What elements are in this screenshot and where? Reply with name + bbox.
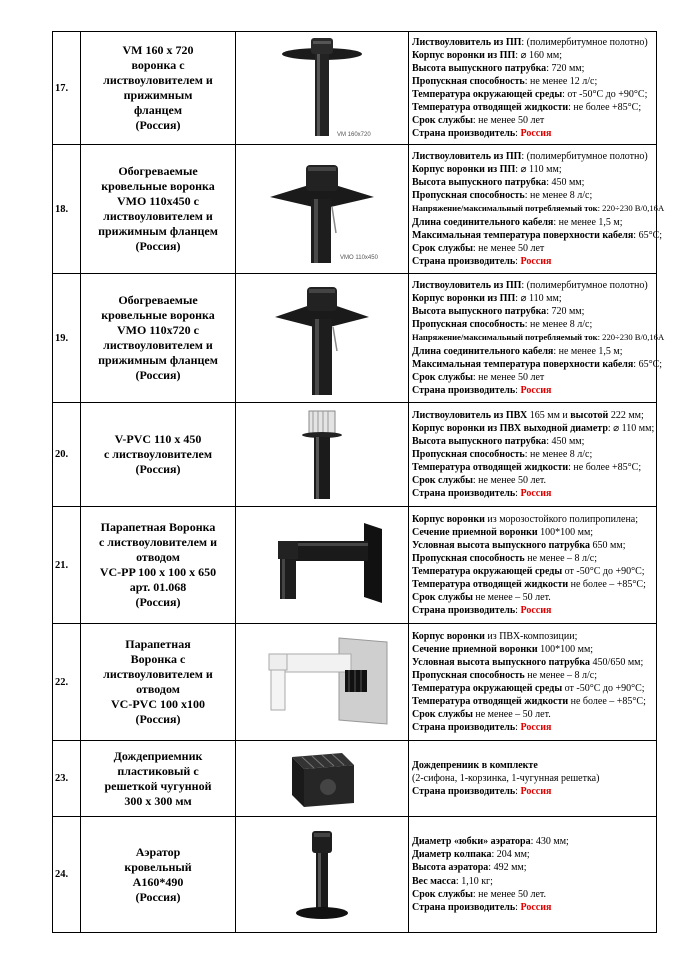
product-name [81, 624, 236, 741]
product-name-line: (Россия) [135, 889, 181, 904]
spec-value: : не менее 50 лет. [472, 475, 547, 487]
country-value: Россия [520, 786, 552, 798]
row-number: 17. [53, 32, 81, 145]
spec-key: Пропускная способность [412, 319, 525, 331]
spec-key: Диаметр «юбки» аэратора [412, 836, 531, 848]
spec-key: Срок службы [412, 115, 473, 127]
product-table [52, 31, 665, 933]
spec-value: : (полимербитумное полотно) [521, 36, 648, 48]
product-specs [409, 145, 665, 274]
spec-line [412, 114, 653, 127]
spec-value: : [515, 605, 521, 617]
spec-value: : не более +85°С; [568, 102, 642, 114]
product-row [53, 507, 657, 624]
product-row [53, 741, 657, 817]
spec-line [412, 487, 653, 500]
spec-value: 650 мм; [590, 539, 626, 551]
spec-value: не менее – 8 л/с; [524, 669, 597, 681]
spec-value: : ⌀ 110 мм; [607, 422, 655, 434]
spec-value: : ⌀ 160 мм; [515, 49, 562, 61]
spec-key: Корпус воронки из ПП [412, 293, 516, 305]
product-name-line: (Россия) [135, 462, 181, 476]
spec-key: Длина соединительного кабеля [412, 216, 554, 228]
country-value: Россия [520, 255, 552, 267]
spec-line [412, 255, 653, 268]
product-specs [409, 817, 657, 933]
spec-key: Вес масса [412, 875, 456, 887]
spec-key: Страна производитель [412, 786, 516, 798]
spec-line [412, 242, 653, 255]
product-name-line: Дождеприемник [113, 748, 203, 763]
pvc-funnel-image [236, 403, 409, 507]
spec-line [412, 708, 653, 721]
product-name-line: кровельные воронка [101, 179, 215, 193]
spec-line [412, 62, 653, 75]
parapet-funnel-white-image [236, 624, 409, 741]
spec-line [412, 630, 653, 643]
product-name-line: (Россия) [135, 239, 181, 253]
spec-value: : 720 мм; [546, 62, 585, 74]
spec-key: Листвоуловитель из ПВХ [412, 409, 528, 421]
product-name-line: VC-PVC 100 x100 [111, 697, 205, 711]
spec-line [412, 101, 653, 114]
spec-line [412, 759, 653, 772]
spec-key: Диаметр колпака [412, 849, 492, 861]
spec-line [412, 150, 653, 163]
spec-key: Страна производитель [412, 488, 516, 500]
product-name-line: кровельные воронка [101, 308, 215, 322]
spec-key: Страна производитель [412, 384, 516, 396]
product-name-line: VM 160 x 720 [122, 43, 194, 57]
spec-key: Напряжение/максимальный потребляемый ток [412, 332, 598, 343]
spec-value: 165 мм и [527, 409, 571, 421]
spec-line [412, 901, 653, 914]
spec-value: 100*100 мм; [537, 643, 594, 655]
product-name-line: Парапетная Воронка [100, 520, 216, 534]
row-number: 23. [53, 741, 81, 817]
spec-key: Листвоуловитель из ПП [412, 280, 522, 292]
spec-value: (2-сифона, 1-корзинка, 1-чугунная решетка) [412, 772, 600, 784]
parapet-funnel-black-image [236, 507, 409, 624]
product-name-line: решеткой чугунной [104, 778, 212, 793]
spec-value: от -50°С до +90°С; [562, 566, 645, 577]
spec-line [412, 318, 653, 331]
spec-line [412, 669, 653, 682]
spec-value: : 430 мм; [530, 836, 569, 848]
spec-key: Листвоуловитель из ПП [412, 151, 522, 163]
spec-key: Страна производитель [412, 605, 516, 617]
spec-line [412, 861, 653, 874]
spec-value: из морозостойкого полипропилена; [484, 513, 639, 525]
heated-roof-funnel-long-image [236, 274, 409, 403]
product-row [53, 817, 657, 933]
spec-line [412, 358, 663, 371]
spec-line [412, 604, 653, 617]
product-name-line: пластиковый с [117, 763, 199, 778]
spec-key: Температура окружающей среды [412, 89, 563, 100]
spec-value: от -50°С до +90°С; [562, 683, 645, 694]
spec-line [412, 202, 665, 215]
spec-value: : 65°С; [633, 358, 663, 370]
spec-value: : (полимербитумное полотно) [521, 280, 648, 292]
row-number: 18. [53, 145, 81, 274]
spec-line [412, 292, 653, 305]
spec-value: : не менее 8 л/с; [524, 190, 593, 202]
product-name-line: с листвоуловителем [103, 447, 213, 461]
roof-funnel-flange-image [236, 32, 409, 145]
image-caption: VMO 110x450 [340, 255, 378, 261]
spec-key: Высота выпускного патрубка [412, 306, 547, 318]
product-name-line: фланцем [133, 103, 183, 117]
rain-inlet-grate-image [236, 741, 409, 817]
spec-line [412, 127, 653, 140]
spec-key: Корпус воронки из ПП [412, 49, 516, 61]
spec-line [412, 888, 653, 901]
spec-value: : (полимербитумное полотно) [521, 151, 648, 163]
spec-key: Температура отводящей жидкости [412, 102, 569, 114]
spec-key: Срок службы [412, 709, 473, 721]
spec-key: Дождепрениик в комплекте [412, 759, 538, 771]
product-row [53, 274, 657, 403]
spec-key: Температура окружающей среды [412, 683, 563, 694]
spec-line [412, 88, 653, 101]
product-name-line: прижимным [123, 88, 193, 102]
spec-line [412, 578, 653, 591]
product-name-line: Аэратор [135, 844, 181, 859]
spec-value: : 450 мм; [546, 435, 585, 447]
spec-line [412, 384, 653, 397]
spec-value: : [515, 901, 521, 913]
country-value: Россия [520, 128, 552, 140]
spec-value: : не менее 1,5 м; [553, 345, 623, 357]
spec-value: : ⌀ 110 мм; [515, 293, 562, 305]
product-name-line: VMO 110x720 с [117, 323, 199, 337]
spec-value: : не менее 12 л/с; [524, 75, 598, 87]
spec-line [412, 36, 653, 49]
product-name-line: V-PVC 110 x 450 [114, 432, 202, 446]
spec-line [412, 785, 653, 798]
row-number: 21. [53, 507, 81, 624]
product-name-line: (Россия) [135, 595, 181, 609]
spec-line [412, 695, 653, 708]
spec-line [412, 643, 653, 656]
spec-value: : 65°С; [633, 229, 663, 241]
product-name-line: с листвоуловителем и [98, 535, 218, 549]
spec-key: Срок службы [412, 592, 473, 604]
spec-key: Высота выпускного патрубка [412, 177, 547, 189]
spec-line [412, 513, 653, 526]
spec-key: Срок службы [412, 888, 473, 900]
product-specs [409, 741, 657, 817]
spec-value: : 492 мм; [488, 862, 527, 874]
product-name-line: Парапетная [125, 637, 191, 651]
product-name-line: прижимным фланцем [98, 224, 218, 238]
spec-line [412, 772, 653, 785]
spec-key: Высота аэратора [412, 862, 489, 874]
product-name-line: листвоуловителем и [103, 667, 213, 681]
spec-value: : 220÷230 В/0,16А [597, 332, 665, 343]
product-row [53, 32, 657, 145]
spec-key: Пропускная способность [412, 669, 525, 681]
spec-value: : 204 мм; [491, 849, 530, 861]
spec-key: Температура отводящей жидкости [412, 579, 569, 591]
product-name [81, 817, 236, 933]
spec-value: : 1,10 кг; [455, 875, 493, 887]
product-name [81, 507, 236, 624]
row-number: 24. [53, 817, 81, 933]
country-value: Россия [520, 488, 552, 500]
spec-key: Максимальная температура поверхности кабеля [412, 358, 634, 370]
spec-key: Корпус воронки [412, 630, 485, 642]
product-name-line: отводом [136, 682, 180, 696]
spec-key: Корпус воронки [412, 513, 485, 525]
spec-value: не менее – 50 лет. [472, 709, 551, 721]
spec-line [412, 552, 653, 565]
spec-value: не более – +85°С; [568, 696, 646, 708]
spec-line [412, 345, 653, 358]
spec-key: Корпус воронки из ПВХ выходной диаметр [412, 422, 608, 434]
spec-value: : не менее 50 лет [472, 242, 545, 254]
spec-key: высотой [570, 409, 609, 421]
spec-value: не менее – 8 л/с; [524, 552, 597, 564]
spec-line [412, 848, 653, 861]
spec-value: : 720 мм; [546, 306, 585, 318]
product-specs [409, 32, 657, 145]
product-name-line: Обогреваемые [118, 164, 198, 178]
country-value: Россия [520, 722, 552, 734]
product-specs [409, 624, 657, 741]
product-name [81, 32, 236, 145]
spec-key: Пропускная способность [412, 552, 525, 564]
spec-value: 222 мм; [608, 409, 644, 421]
spec-key: Страна производитель [412, 255, 516, 267]
spec-key: Срок службы [412, 371, 473, 383]
row-number: 22. [53, 624, 81, 741]
country-value: Россия [520, 384, 552, 396]
product-specs [409, 403, 657, 507]
spec-value: : не менее 50 лет [472, 371, 545, 383]
spec-line [412, 461, 653, 474]
spec-key: Высота выпускного патрубка [412, 435, 547, 447]
product-name-line: отводом [136, 550, 180, 564]
product-name-line: листвоуловителем и [103, 338, 213, 352]
spec-key: Сечение приемной воронки [412, 643, 538, 655]
spec-value: : не менее 50 лет [472, 115, 545, 127]
spec-line [412, 682, 653, 695]
product-name [81, 741, 236, 817]
product-name-line: прижимным фланцем [98, 353, 218, 367]
spec-value: 100*100 мм; [537, 526, 594, 538]
spec-line [412, 526, 653, 539]
row-number: 19. [53, 274, 81, 403]
spec-line [412, 49, 653, 62]
spec-line [412, 591, 653, 604]
spec-key: Листвоуловитель из ПП [412, 36, 522, 48]
product-name-line: (Россия) [135, 118, 181, 132]
spec-key: Страна производитель [412, 901, 516, 913]
spec-line [412, 305, 653, 318]
product-row [53, 624, 657, 741]
spec-line [412, 279, 653, 292]
spec-value: : [515, 384, 521, 396]
spec-key: Температура отводящей жидкости [412, 696, 569, 708]
spec-value: : не менее 50 лет. [472, 888, 547, 900]
spec-value: : не более +85°С; [568, 462, 642, 474]
product-name-line: листвоуловителем и [103, 73, 213, 87]
spec-key: Сечение приемной воронки [412, 526, 538, 538]
product-name [81, 145, 236, 274]
spec-value: : не менее 8 л/с; [524, 319, 593, 331]
spec-line [412, 75, 653, 88]
product-name-line: кровельный [124, 859, 192, 874]
product-name-line: воронка с [131, 58, 185, 72]
spec-key: Пропускная способность [412, 448, 525, 460]
spec-value: не менее – 50 лет. [472, 592, 551, 604]
spec-key: Длина соединительного кабеля [412, 345, 554, 357]
spec-line [412, 835, 653, 848]
product-name-line: 300 x 300 мм [124, 793, 192, 808]
spec-line [412, 656, 653, 669]
spec-line [412, 448, 653, 461]
spec-line [412, 435, 653, 448]
spec-line [412, 875, 653, 888]
product-name-line: Обогреваемые [118, 293, 198, 307]
spec-line [412, 422, 653, 435]
spec-line [412, 409, 653, 422]
spec-line [412, 565, 653, 578]
spec-key: Температура отводящей жидкости [412, 462, 569, 474]
product-name-line: (Россия) [135, 712, 181, 726]
product-name-line: Воронка с [130, 652, 186, 666]
spec-key: Срок службы [412, 242, 473, 254]
spec-value: : от -50°С до +90°С; [562, 89, 648, 100]
country-value: Россия [520, 605, 552, 617]
spec-value: : не менее 1,5 м; [553, 216, 623, 228]
spec-key: Высота выпускного патрубка [412, 62, 547, 74]
product-name [81, 274, 236, 403]
product-name [81, 403, 236, 507]
spec-line [412, 163, 653, 176]
spec-value: не более – +85°С; [568, 579, 646, 591]
spec-key: Максимальная температура поверхности кабеля [412, 229, 634, 241]
spec-value: : 220÷230 В/0,16А [597, 203, 665, 214]
spec-value: : [515, 786, 521, 798]
spec-key: Пропускная способность [412, 190, 525, 202]
spec-line [412, 331, 665, 344]
spec-key: Срок службы [412, 475, 473, 487]
country-value: Россия [520, 901, 552, 913]
product-row [53, 145, 657, 274]
spec-key: Напряжение/максимальный потребляемый ток [412, 203, 598, 214]
image-caption: VM 160x720 [337, 132, 371, 138]
spec-key: Корпус воронки из ПП [412, 164, 516, 176]
spec-value: : 450 мм; [546, 177, 585, 189]
spec-value: из ПВХ-композиции; [484, 630, 578, 642]
product-name-line: арт. 01.068 [129, 580, 187, 594]
product-name-line: листвоуловителем и [103, 209, 213, 223]
spec-key: Страна производитель [412, 722, 516, 734]
spec-line [412, 539, 653, 552]
spec-line [412, 721, 653, 734]
spec-key: Условная высота выпускного патрубка [412, 656, 591, 668]
spec-line [412, 371, 653, 384]
heated-roof-funnel-image [236, 145, 409, 274]
spec-value: : не менее 8 л/с; [524, 448, 593, 460]
product-name-line: А160*490 [132, 874, 184, 889]
product-specs [409, 507, 657, 624]
product-name-line: (Россия) [135, 368, 181, 382]
spec-line [412, 176, 653, 189]
product-row [53, 403, 657, 507]
spec-value: 450/650 мм; [590, 656, 644, 668]
spec-line [412, 216, 653, 229]
row-number: 20. [53, 403, 81, 507]
spec-line [412, 229, 663, 242]
spec-value: : [515, 255, 521, 267]
spec-key: Температура окружающей среды [412, 566, 563, 577]
spec-key: Страна производитель [412, 128, 516, 140]
roof-aerator-image [236, 817, 409, 933]
product-name-line: VMO 110x450 с [117, 194, 199, 208]
spec-value: : ⌀ 110 мм; [515, 164, 562, 176]
spec-key: Пропускная способность [412, 75, 525, 87]
spec-line [412, 189, 653, 202]
product-specs [409, 274, 665, 403]
spec-line [412, 474, 653, 487]
product-name-line: VC-PP 100 x 100 x 650 [99, 565, 217, 579]
spec-value: : [515, 128, 521, 140]
spec-value: : [515, 488, 521, 500]
spec-key: Условная высота выпускного патрубка [412, 539, 591, 551]
spec-value: : [515, 722, 521, 734]
